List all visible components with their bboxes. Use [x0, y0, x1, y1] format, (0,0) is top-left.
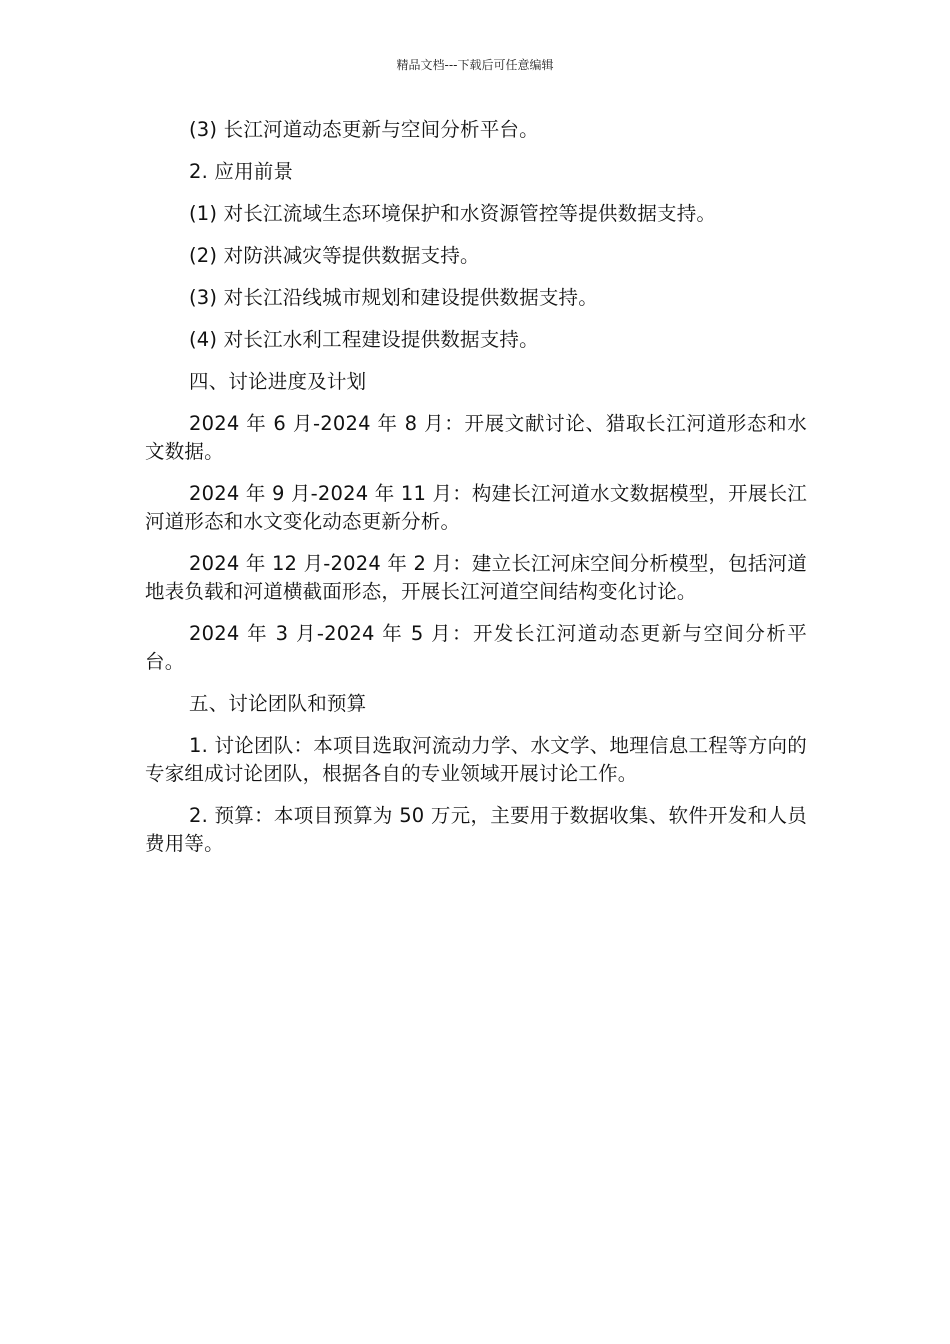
paragraph-water-conservancy-support: (4) 对长江水利工程建设提供数据支持。 [189, 328, 539, 351]
schedule-item-2: 2024 年 9 月-2024 年 11 月：构建长江河道水文数据模型，开展长江河道形态和水文变化动态更新分析。 [145, 482, 807, 533]
paragraph-budget: 2. 预算：本项目预算为 50 万元，主要用于数据收集、软件开发和人员费用等。 [145, 804, 807, 855]
schedule-item-1: 2024 年 6 月-2024 年 8 月：开展文献讨论、猎取长江河道形态和水文数据。 [145, 412, 807, 463]
heading-schedule: 四、讨论进度及计划 [189, 370, 367, 393]
heading-application-prospects: 2. 应用前景 [189, 160, 294, 183]
paragraph-platform: (3) 长江河道动态更新与空间分析平台。 [189, 118, 539, 141]
paragraph-team: 1. 讨论团队：本项目选取河流动力学、水文学、地理信息工程等方向的专家组成讨论团队，根据各自的专业领域开展讨论工作。 [145, 734, 807, 785]
heading-team-budget: 五、讨论团队和预算 [189, 692, 367, 715]
paragraph-urban-planning-support: (3) 对长江沿线城市规划和建设提供数据支持。 [189, 286, 598, 309]
paragraph-flood-support: (2) 对防洪减灾等提供数据支持。 [189, 244, 480, 267]
schedule-item-3: 2024 年 12 月-2024 年 2 月：建立长江河床空间分析模型，包括河道地表负载和河道横截面形态，开展长江河道空间结构变化讨论。 [145, 552, 807, 603]
paragraph-ecology-support: (1) 对长江流域生态环境保护和水资源管控等提供数据支持。 [189, 202, 717, 225]
page-header: 精品文档---下载后可任意编辑 [396, 58, 554, 72]
schedule-item-4: 2024 年 3 月-2024 年 5 月：开发长江河道动态更新与空间分析平台。 [145, 622, 807, 673]
document-body [145, 116, 807, 872]
